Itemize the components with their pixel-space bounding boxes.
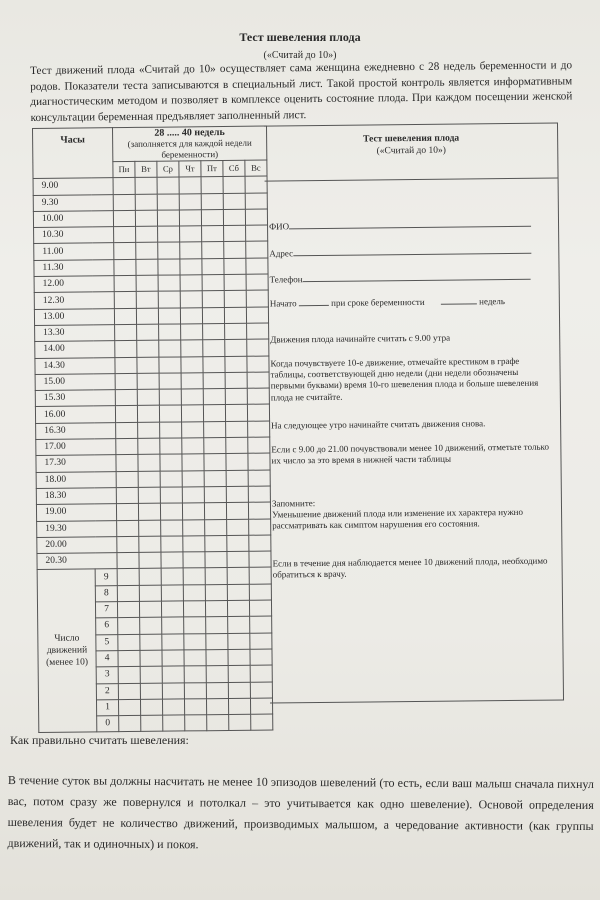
time-label: 11.00 [34, 243, 114, 260]
count-cell[interactable] [228, 698, 250, 715]
mark-cell[interactable] [136, 308, 158, 325]
count-cell[interactable] [118, 618, 140, 635]
count-cell[interactable] [184, 633, 206, 650]
time-label: 17.00 [36, 439, 116, 456]
mark-cell[interactable] [204, 486, 226, 503]
instruction-tenth-movement: Когда почувствуете 10-е движение, отмечайте крестиком в графе таблицы, соответствующей дню недели (дни недели обозначены первыми буквами) время 10-го шевеления плода и больше шевеления плода не считайте. [270, 355, 539, 403]
mark-cell[interactable] [226, 421, 248, 438]
address-label: Адрес [269, 248, 294, 259]
instruction-fewer-than-ten: Если с 9.00 до 21.00 почувствовали менее 10 движений, отметьте только их число за это время в нижней части таблицы [271, 441, 549, 466]
mark-cell[interactable] [159, 373, 181, 390]
count-value: 1 [96, 699, 118, 716]
mark-cell[interactable] [180, 242, 202, 259]
mark-cell[interactable] [179, 210, 201, 227]
count-cell[interactable] [227, 600, 249, 617]
mark-cell[interactable] [137, 340, 159, 357]
weeks-header [113, 126, 267, 162]
reminder-text: Уменьшение движений плода или изменение их характера нужно рассматривать как симптом нарушения его состояния. [272, 506, 524, 531]
mark-cell[interactable] [201, 209, 223, 226]
mark-cell[interactable] [203, 356, 225, 373]
count-cell[interactable] [139, 585, 161, 602]
time-label: 9.30 [33, 194, 113, 211]
mark-cell[interactable] [204, 438, 226, 455]
count-cell[interactable] [162, 682, 184, 699]
count-cell[interactable] [139, 601, 161, 618]
mark-cell[interactable] [158, 308, 180, 325]
count-value: 8 [95, 585, 117, 602]
day-header-0: Пн [113, 161, 135, 178]
time-label: 12.30 [34, 292, 114, 309]
day-header-2: Ср [157, 161, 179, 178]
mark-cell[interactable] [114, 227, 136, 244]
time-label: 14.30 [35, 357, 115, 374]
time-label: 16.30 [36, 422, 116, 439]
mark-cell[interactable] [135, 194, 157, 211]
mark-cell[interactable] [183, 552, 205, 569]
mark-cell[interactable] [226, 454, 248, 471]
reminder-heading: Запомните: [271, 498, 316, 509]
mark-cell[interactable] [226, 486, 248, 503]
mark-cell[interactable] [226, 502, 248, 519]
mark-cell[interactable] [114, 259, 136, 276]
mark-cell[interactable] [226, 437, 248, 454]
mark-cell[interactable] [158, 275, 180, 292]
mark-cell[interactable] [182, 503, 204, 520]
table-header-row [33, 126, 267, 162]
mark-cell[interactable] [225, 340, 247, 357]
count-cell[interactable] [118, 634, 140, 651]
day-header-4: Пт [201, 161, 223, 178]
mark-cell[interactable] [159, 389, 181, 406]
mark-cell[interactable] [116, 455, 138, 472]
mark-cell[interactable] [182, 487, 204, 504]
count-cell[interactable] [118, 699, 140, 716]
mark-cell[interactable] [181, 356, 203, 373]
time-label: 19.30 [37, 520, 117, 537]
count-cell[interactable] [206, 698, 228, 715]
count-value: 2 [96, 683, 118, 700]
mark-cell[interactable] [160, 503, 182, 520]
howto-body: В течение суток вы должны насчитать не менее 10 эпизодов шевелений (то есть, если ваш малыш сначала пихнул вас, потом сразу же повернулся и потолкал – это учитывается как одно шевеление). Основой определения шевеления будет не количество движений, производимых малышом, а чередование активности (как группы движений, так и одиночных) и покоя. [7, 772, 594, 852]
mark-cell[interactable] [203, 405, 225, 422]
mark-cell[interactable] [224, 225, 246, 242]
mark-cell[interactable] [181, 324, 203, 341]
mark-cell[interactable] [205, 519, 227, 536]
mark-cell[interactable] [160, 454, 182, 471]
count-cell[interactable] [206, 649, 228, 666]
intro-paragraph: Тест движений плода «Считай до 10» осуществляет сама женщина ежедневно с 28 недель беременности и до родов. Показатели теста записываются в специальный лист. Такой простой контроль является информативным диагностическим методом и позволяет в комплексе оценить состояние плода. При каждом посещении женской консультации беременная предъявляет заполненный лист. [30, 59, 573, 124]
mark-cell[interactable] [224, 258, 246, 275]
count-cell[interactable] [228, 633, 250, 650]
day-header-3: Чт [179, 161, 201, 178]
mark-cell[interactable] [202, 242, 224, 259]
mark-cell[interactable] [159, 405, 181, 422]
mark-cell[interactable] [223, 209, 245, 226]
count-cell[interactable] [184, 699, 206, 716]
time-label: 20.30 [37, 553, 117, 570]
count-cell[interactable] [140, 634, 162, 651]
mark-cell[interactable] [224, 307, 246, 324]
mark-cell[interactable] [224, 274, 246, 291]
mark-cell[interactable] [224, 291, 246, 308]
count-cell[interactable] [140, 666, 162, 683]
count-cell[interactable] [206, 682, 228, 699]
mark-cell[interactable] [158, 259, 180, 276]
mark-cell[interactable] [205, 535, 227, 552]
mark-cell[interactable] [116, 504, 138, 521]
mark-cell[interactable] [157, 177, 179, 194]
mark-cell[interactable] [115, 373, 137, 390]
count-cell[interactable] [117, 569, 139, 586]
panel-title: Тест шевеления плода [363, 133, 460, 145]
mark-cell[interactable] [158, 242, 180, 259]
mark-cell[interactable] [136, 275, 158, 292]
weeks-header-range: 28 ..... 40 недель [154, 126, 225, 139]
mark-cell[interactable] [225, 356, 247, 373]
mark-cell[interactable] [161, 552, 183, 569]
mark-cell[interactable] [226, 470, 248, 487]
count-cell[interactable] [161, 601, 183, 618]
mark-cell[interactable] [182, 454, 204, 471]
mark-cell[interactable] [182, 438, 204, 455]
mark-cell[interactable] [113, 210, 135, 227]
mark-cell[interactable] [203, 340, 225, 357]
mark-cell[interactable] [160, 438, 182, 455]
mark-cell[interactable] [117, 553, 139, 570]
mark-cell[interactable] [138, 455, 160, 472]
mark-cell[interactable] [158, 226, 180, 243]
time-label: 11.30 [34, 259, 114, 276]
movement-count-table [32, 126, 273, 734]
mark-cell[interactable] [159, 340, 181, 357]
count-cell[interactable] [117, 601, 139, 618]
mark-cell[interactable] [183, 519, 205, 536]
mark-cell[interactable] [137, 373, 159, 390]
weeks-label: недель [479, 296, 506, 307]
mark-cell[interactable] [138, 422, 160, 439]
count-cell[interactable] [140, 650, 162, 667]
mark-cell[interactable] [115, 341, 137, 358]
fio-label: ФИО [268, 221, 290, 232]
count-cell[interactable] [227, 584, 249, 601]
day-header-1: Вт [135, 161, 157, 178]
mark-cell[interactable] [115, 357, 137, 374]
instructions-panel [264, 122, 564, 703]
mark-cell[interactable] [136, 226, 158, 243]
count-cell[interactable] [205, 584, 227, 601]
mark-cell[interactable] [115, 324, 137, 341]
mark-cell[interactable] [138, 503, 160, 520]
mark-cell[interactable] [202, 291, 224, 308]
mark-cell[interactable] [181, 389, 203, 406]
mark-cell[interactable] [160, 487, 182, 504]
mark-cell[interactable] [115, 406, 137, 423]
mark-cell[interactable] [180, 275, 202, 292]
mark-cell[interactable] [116, 471, 138, 488]
mark-cell[interactable] [203, 372, 225, 389]
count-cell[interactable] [206, 617, 228, 634]
start-label: Начато [269, 298, 297, 309]
mark-cell[interactable] [223, 177, 245, 194]
time-label: 14.00 [35, 341, 115, 358]
howto-heading: Как правильно считать шевеления: [10, 733, 189, 747]
phone-field[interactable] [270, 270, 531, 285]
mark-cell[interactable] [117, 536, 139, 553]
instruction-start-time: Движения плода начинайте считать с 9.00 утра [270, 332, 451, 345]
count-cell[interactable] [161, 568, 183, 585]
count-cell[interactable] [228, 665, 250, 682]
mark-cell[interactable] [135, 177, 157, 194]
count-value: 7 [95, 602, 117, 619]
mark-cell[interactable] [116, 422, 138, 439]
mark-cell[interactable] [114, 275, 136, 292]
mark-cell[interactable] [114, 308, 136, 325]
count-cell[interactable] [140, 617, 162, 634]
mark-cell[interactable] [224, 242, 246, 259]
mark-cell[interactable] [114, 243, 136, 260]
count-cell[interactable] [184, 682, 206, 699]
time-label: 19.00 [36, 504, 116, 521]
mark-cell[interactable] [159, 324, 181, 341]
count-cell[interactable] [229, 714, 251, 731]
instruction-next-morning: На следующее утро начинайте считать движения снова. [271, 418, 486, 431]
weeks-header-note: (заполняется для каждой недели беременности) [127, 137, 252, 160]
count-cell[interactable] [140, 683, 162, 700]
mark-cell[interactable] [180, 291, 202, 308]
mark-cell[interactable] [117, 520, 139, 537]
mark-cell[interactable] [136, 259, 158, 276]
count-cell[interactable] [183, 584, 205, 601]
fio-field[interactable] [269, 217, 531, 232]
count-cell[interactable] [227, 568, 249, 585]
fetal-movement-form [32, 122, 564, 729]
count-cell[interactable] [119, 715, 141, 732]
mark-cell[interactable] [183, 536, 205, 553]
mark-cell[interactable] [137, 406, 159, 423]
day-header-6: Вс [245, 160, 267, 177]
mark-cell[interactable] [161, 519, 183, 536]
panel-subtitle: («Считай до 10») [376, 145, 446, 157]
mark-cell[interactable] [113, 178, 135, 195]
count-cell[interactable] [162, 634, 184, 651]
term-label: при сроке беременности [331, 296, 425, 308]
mark-cell[interactable] [227, 551, 249, 568]
count-value: 0 [97, 716, 119, 733]
mark-cell[interactable] [204, 454, 226, 471]
mark-cell[interactable] [201, 177, 223, 194]
count-value: 9 [95, 569, 117, 586]
mark-cell[interactable] [161, 536, 183, 553]
mark-cell[interactable] [225, 372, 247, 389]
day-header-5: Сб [223, 160, 245, 177]
time-label: 18.30 [36, 488, 116, 505]
mark-cell[interactable] [139, 552, 161, 569]
phone-label: Телефон [269, 274, 303, 285]
time-label: 17.30 [36, 455, 116, 472]
count-value: 4 [96, 651, 118, 668]
count-cell[interactable] [228, 682, 250, 699]
mark-cell[interactable] [179, 177, 201, 194]
mark-cell[interactable] [202, 275, 224, 292]
mark-cell[interactable] [181, 405, 203, 422]
mark-cell[interactable] [138, 438, 160, 455]
mark-cell[interactable] [227, 519, 249, 536]
count-cell[interactable] [184, 666, 206, 683]
time-label: 20.00 [37, 536, 117, 553]
mark-cell[interactable] [225, 405, 247, 422]
mark-cell[interactable] [182, 421, 204, 438]
mark-cell[interactable] [157, 194, 179, 211]
document-subtitle: («Считай до 10») [263, 50, 337, 61]
mark-cell[interactable] [225, 388, 247, 405]
count-cell[interactable] [162, 650, 184, 667]
count-cell[interactable] [118, 683, 140, 700]
mark-cell[interactable] [227, 535, 249, 552]
mark-cell[interactable] [181, 340, 203, 357]
mark-cell[interactable] [137, 389, 159, 406]
count-cell[interactable] [183, 601, 205, 618]
mark-cell[interactable] [203, 323, 225, 340]
mark-cell[interactable] [204, 421, 226, 438]
count-cell[interactable] [184, 650, 206, 667]
count-cell[interactable] [205, 568, 227, 585]
mark-cell[interactable] [139, 536, 161, 553]
mark-cell[interactable] [181, 373, 203, 390]
instruction-see-doctor: Если в течение дня наблюдается менее 10 движений плода, необходимо обратиться к врачу. [272, 555, 548, 580]
count-cell[interactable] [205, 600, 227, 617]
count-cell[interactable] [251, 714, 273, 731]
mark-cell[interactable] [159, 357, 181, 374]
mark-cell[interactable] [160, 422, 182, 439]
count-cell[interactable] [118, 667, 140, 684]
count-cell[interactable] [228, 617, 250, 634]
mark-cell[interactable] [135, 210, 157, 227]
mark-cell[interactable] [160, 471, 182, 488]
time-label: 15.00 [35, 374, 115, 391]
mark-cell[interactable] [205, 552, 227, 569]
mark-cell[interactable] [138, 471, 160, 488]
mark-cell[interactable] [113, 194, 135, 211]
count-cell[interactable] [228, 649, 250, 666]
count-cell[interactable] [118, 650, 140, 667]
mark-cell[interactable] [139, 520, 161, 537]
count-cell[interactable] [162, 617, 184, 634]
mark-cell[interactable] [137, 324, 159, 341]
count-cell[interactable] [163, 715, 185, 732]
time-label: 18.00 [36, 471, 116, 488]
mark-cell[interactable] [136, 243, 158, 260]
mark-cell[interactable] [201, 193, 223, 210]
mark-cell[interactable] [158, 291, 180, 308]
panel-header [264, 131, 558, 158]
mark-cell[interactable] [180, 307, 202, 324]
count-cell[interactable] [161, 585, 183, 602]
mark-cell[interactable] [203, 389, 225, 406]
time-label: 16.00 [35, 406, 115, 423]
mark-cell[interactable] [223, 193, 245, 210]
mark-cell[interactable] [202, 226, 224, 243]
mark-cell[interactable] [114, 292, 136, 309]
mark-cell[interactable] [182, 470, 204, 487]
count-value: 6 [96, 618, 118, 635]
mark-cell[interactable] [180, 226, 202, 243]
count-cell[interactable] [117, 585, 139, 602]
time-label: 12.00 [34, 276, 114, 293]
hours-header: Часы [33, 128, 114, 179]
time-label: 15.30 [35, 390, 115, 407]
mark-cell[interactable] [202, 307, 224, 324]
mark-cell[interactable] [202, 258, 224, 275]
mark-cell[interactable] [116, 438, 138, 455]
mark-cell[interactable] [116, 487, 138, 504]
mark-cell[interactable] [157, 210, 179, 227]
count-value: 5 [96, 634, 118, 651]
count-cell[interactable] [206, 633, 228, 650]
mark-cell[interactable] [115, 390, 137, 407]
count-cell[interactable] [162, 699, 184, 716]
time-label: 13.30 [35, 325, 115, 342]
time-label: 13.00 [34, 308, 114, 325]
count-cell[interactable] [206, 666, 228, 683]
mark-cell[interactable] [179, 193, 201, 210]
count-cell[interactable] [185, 715, 207, 732]
mark-cell[interactable] [180, 259, 202, 276]
mark-cell[interactable] [136, 292, 158, 309]
time-label: 10.00 [33, 211, 113, 228]
count-cell[interactable] [141, 715, 163, 732]
count-cell[interactable] [140, 699, 162, 716]
start-date-field[interactable] [270, 294, 505, 308]
mark-cell[interactable] [137, 357, 159, 374]
mark-cell[interactable] [204, 470, 226, 487]
count-cell[interactable] [183, 568, 205, 585]
count-cell[interactable] [184, 617, 206, 634]
mark-cell[interactable] [138, 487, 160, 504]
address-field[interactable] [269, 244, 531, 259]
document-title: Тест шевеления плода [239, 30, 361, 44]
count-value: 3 [96, 667, 118, 684]
count-label: Число движений (менее 10) [37, 569, 97, 733]
count-cell[interactable] [139, 569, 161, 586]
count-cell[interactable] [207, 715, 229, 732]
mark-cell[interactable] [204, 503, 226, 520]
count-cell[interactable] [162, 666, 184, 683]
mark-cell[interactable] [225, 323, 247, 340]
panel-divider [265, 177, 558, 181]
time-label: 10.30 [34, 227, 114, 244]
time-label: 9.00 [33, 178, 113, 195]
